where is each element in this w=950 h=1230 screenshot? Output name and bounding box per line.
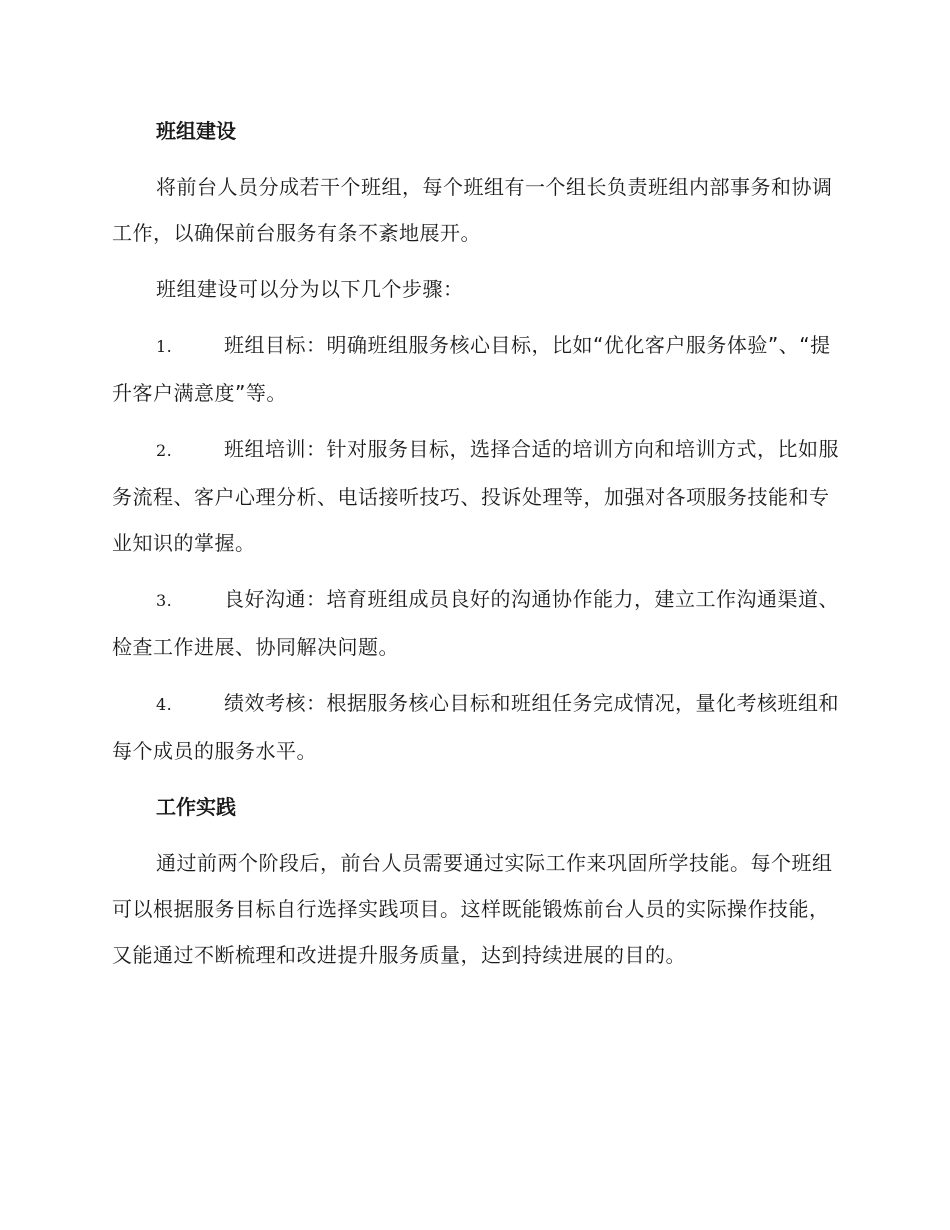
- section-heading-practice: 工作实践: [156, 795, 236, 819]
- section-heading-team-building: 班组建设: [156, 119, 236, 143]
- team-building-intro: 将前台人员分成若干个班组，每个班组有一个组长负责班组内部事务和协调工作，以确保前台服务有条不紊地展开。: [112, 175, 833, 245]
- list-item: [112, 680, 840, 774]
- list-item: [112, 576, 840, 670]
- list-number: 3.: [156, 591, 173, 610]
- team-building-steps-intro: 班组建设可以分为以下几个步骤：: [156, 277, 464, 301]
- practice-body: 通过前两个阶段后，前台人员需要通过实际工作来巩固所学技能。每个班组可以根据服务目标自行选择实践项目。这样既能锻炼前台人员的实际操作技能，又能通过不断梳理和改进提升服务质量，达到持续进展的目的。: [112, 851, 833, 967]
- list-number: 2.: [156, 441, 173, 460]
- list-item: [112, 322, 840, 416]
- list-text: 班组目标：明确班组服务核心目标，比如“优化客户服务体验”、“提升客户满意度”等。: [112, 333, 831, 405]
- list-item: [112, 426, 840, 566]
- list-number: 1.: [156, 337, 173, 356]
- list-text: 班组培训：针对服务目标，选择合适的培训方向和培训方式，比如服务流程、客户心理分析、电话接听技巧、投诉处理等，加强对各项服务技能和专业知识的掌握。: [112, 437, 839, 555]
- list-text: 良好沟通：培育班组成员良好的沟通协作能力，建立工作沟通渠道、检查工作进展、协同解决问题。: [112, 587, 839, 659]
- list-number: 4.: [156, 695, 173, 714]
- list-text: 绩效考核：根据服务核心目标和班组任务完成情况，量化考核班组和每个成员的服务水平。: [112, 691, 839, 763]
